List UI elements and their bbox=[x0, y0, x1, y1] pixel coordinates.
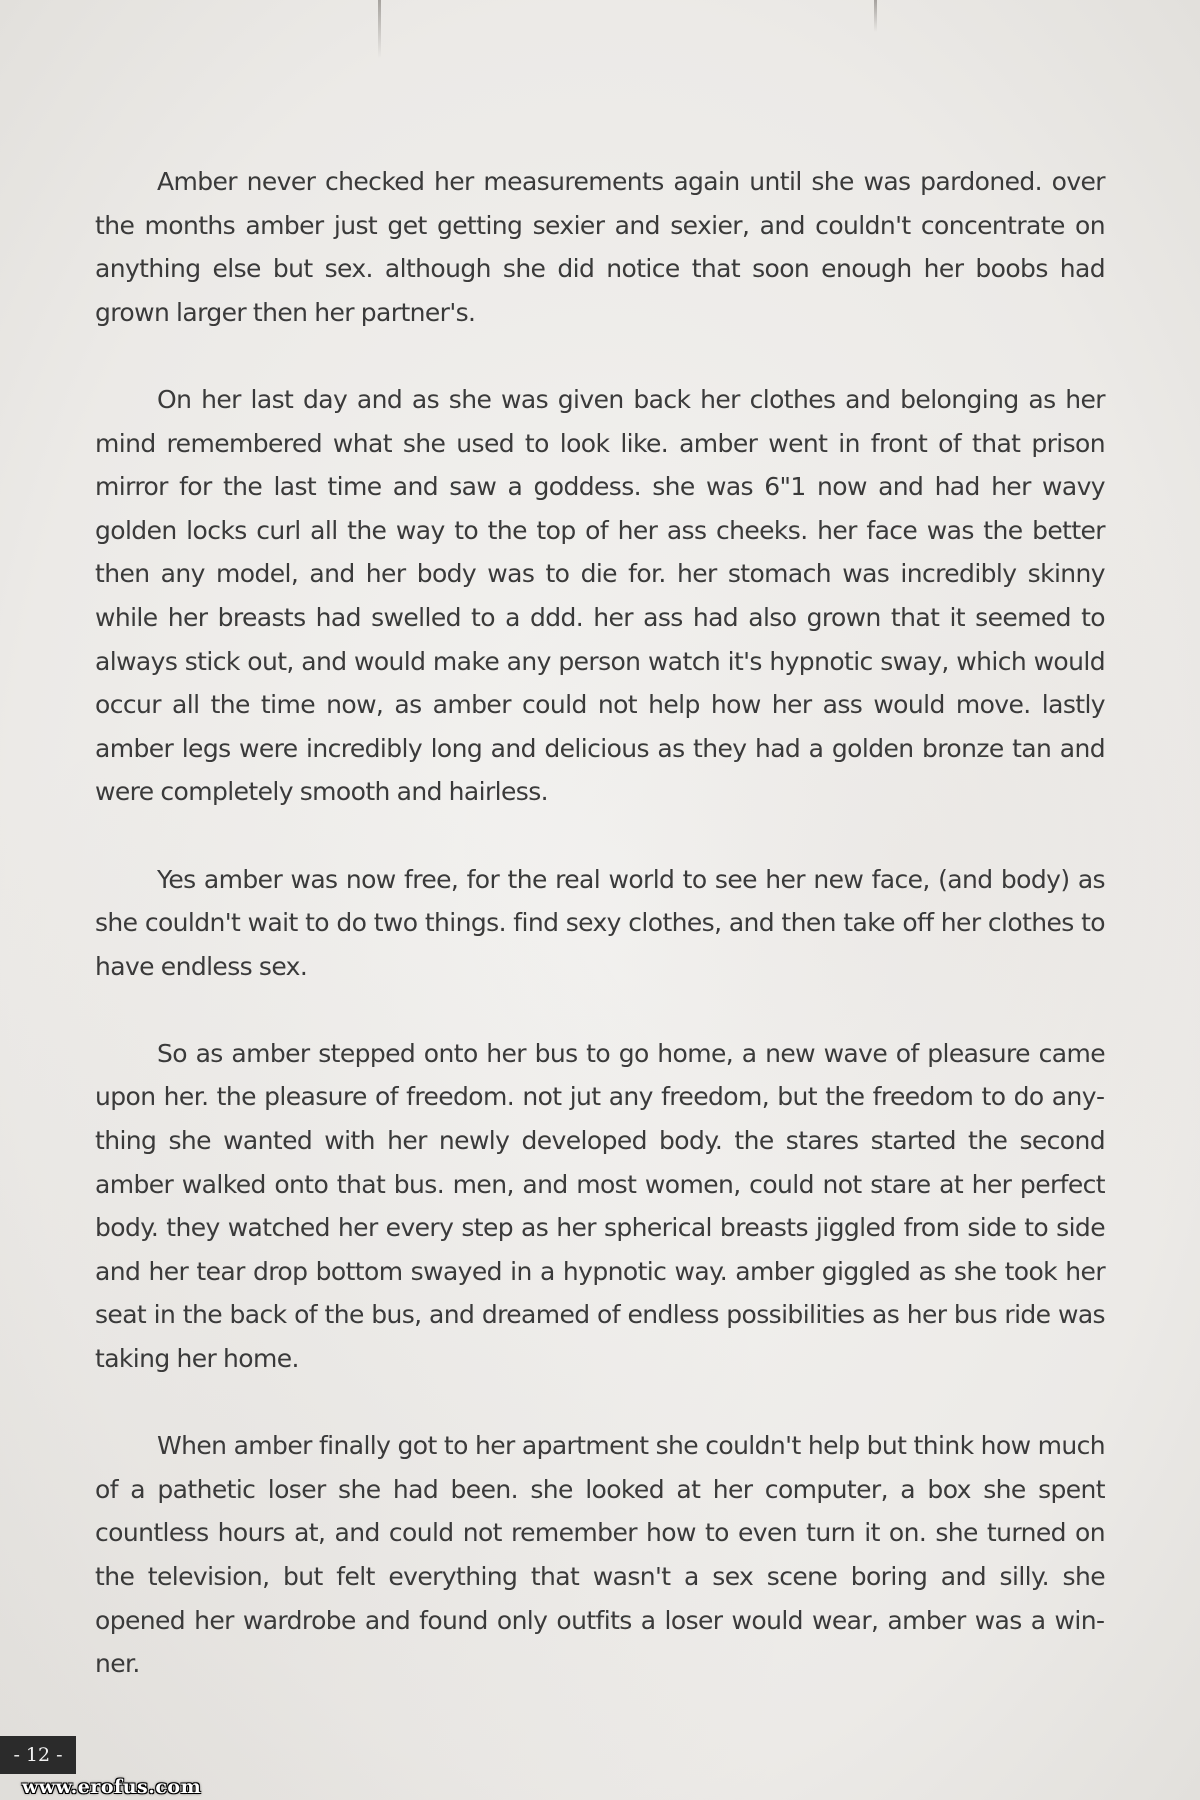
paper-crease bbox=[378, 0, 381, 58]
paragraph-2: On her last day and as she was given back her clothes and belonging as her mind remembered what she used to look like. amber went in front of that prison mirror for the last time and saw a goddess. she was 6"1 now and had her wavy golden locks curl all the way to the top of her ass cheeks. her face was the better then any model, and her body was to die for. her stomach was incredibly skinny while her breasts had swelled to a ddd. her ass had also grown that it seemed to always stick out, and would make any person watch it's hypnotic sway, which would occur all the time now, as amber could not help how her ass would move. lastly amber legs were incredibly long and delicious as they had a golden bronze tan and were completely smooth and hairless. bbox=[95, 384, 1105, 807]
paragraph-4: So as amber stepped onto her bus to go home, a new wave of pleasure came upon her. the pleasure of freedom. not jut any freedom, but the freedom to do anything she wanted with her newly developed body. the stares started the second amber walked onto that bus. men, and most women, could not stare at her perfect body. they watched her every step as her spherical breasts jiggled from side to side and her tear drop bottom swayed in a hypnotic way. amber giggled as she took her seat in the back of the bus, and dreamed of endless possibilities as her bus ride was taking her home. bbox=[95, 1038, 1105, 1374]
page-number-badge: - 12 - bbox=[0, 1736, 76, 1774]
paragraph-5: When amber finally got to her apartment she couldn't help but think how much of a pathetic loser she had been. she looked at her computer, a box she spent countless hours at, and could not remember how to even turn it on. she turned on the television, but felt everything that wasn't a sex scene boring and silly. she opened her wardrobe and found only outfits a loser would wear, amber was a winner. bbox=[95, 1431, 1105, 1679]
paper-crease bbox=[874, 0, 877, 32]
story-text bbox=[95, 160, 1105, 1729]
site-watermark: www.erofus.com bbox=[22, 1776, 202, 1798]
paragraph-3: Yes amber was now free, for the real world to see her new face, (and body) as she couldn't wait to do two things. find sexy clothes, and then take off her clothes to have endless sex. bbox=[95, 864, 1105, 981]
paragraph-1: Amber never checked her measurements again until she was pardoned. over the months amber just get getting sexier and sexier, and couldn't concentrate on anything else but sex. although she did notice that soon enough her boobs had grown larger then her partner's. bbox=[95, 167, 1105, 327]
